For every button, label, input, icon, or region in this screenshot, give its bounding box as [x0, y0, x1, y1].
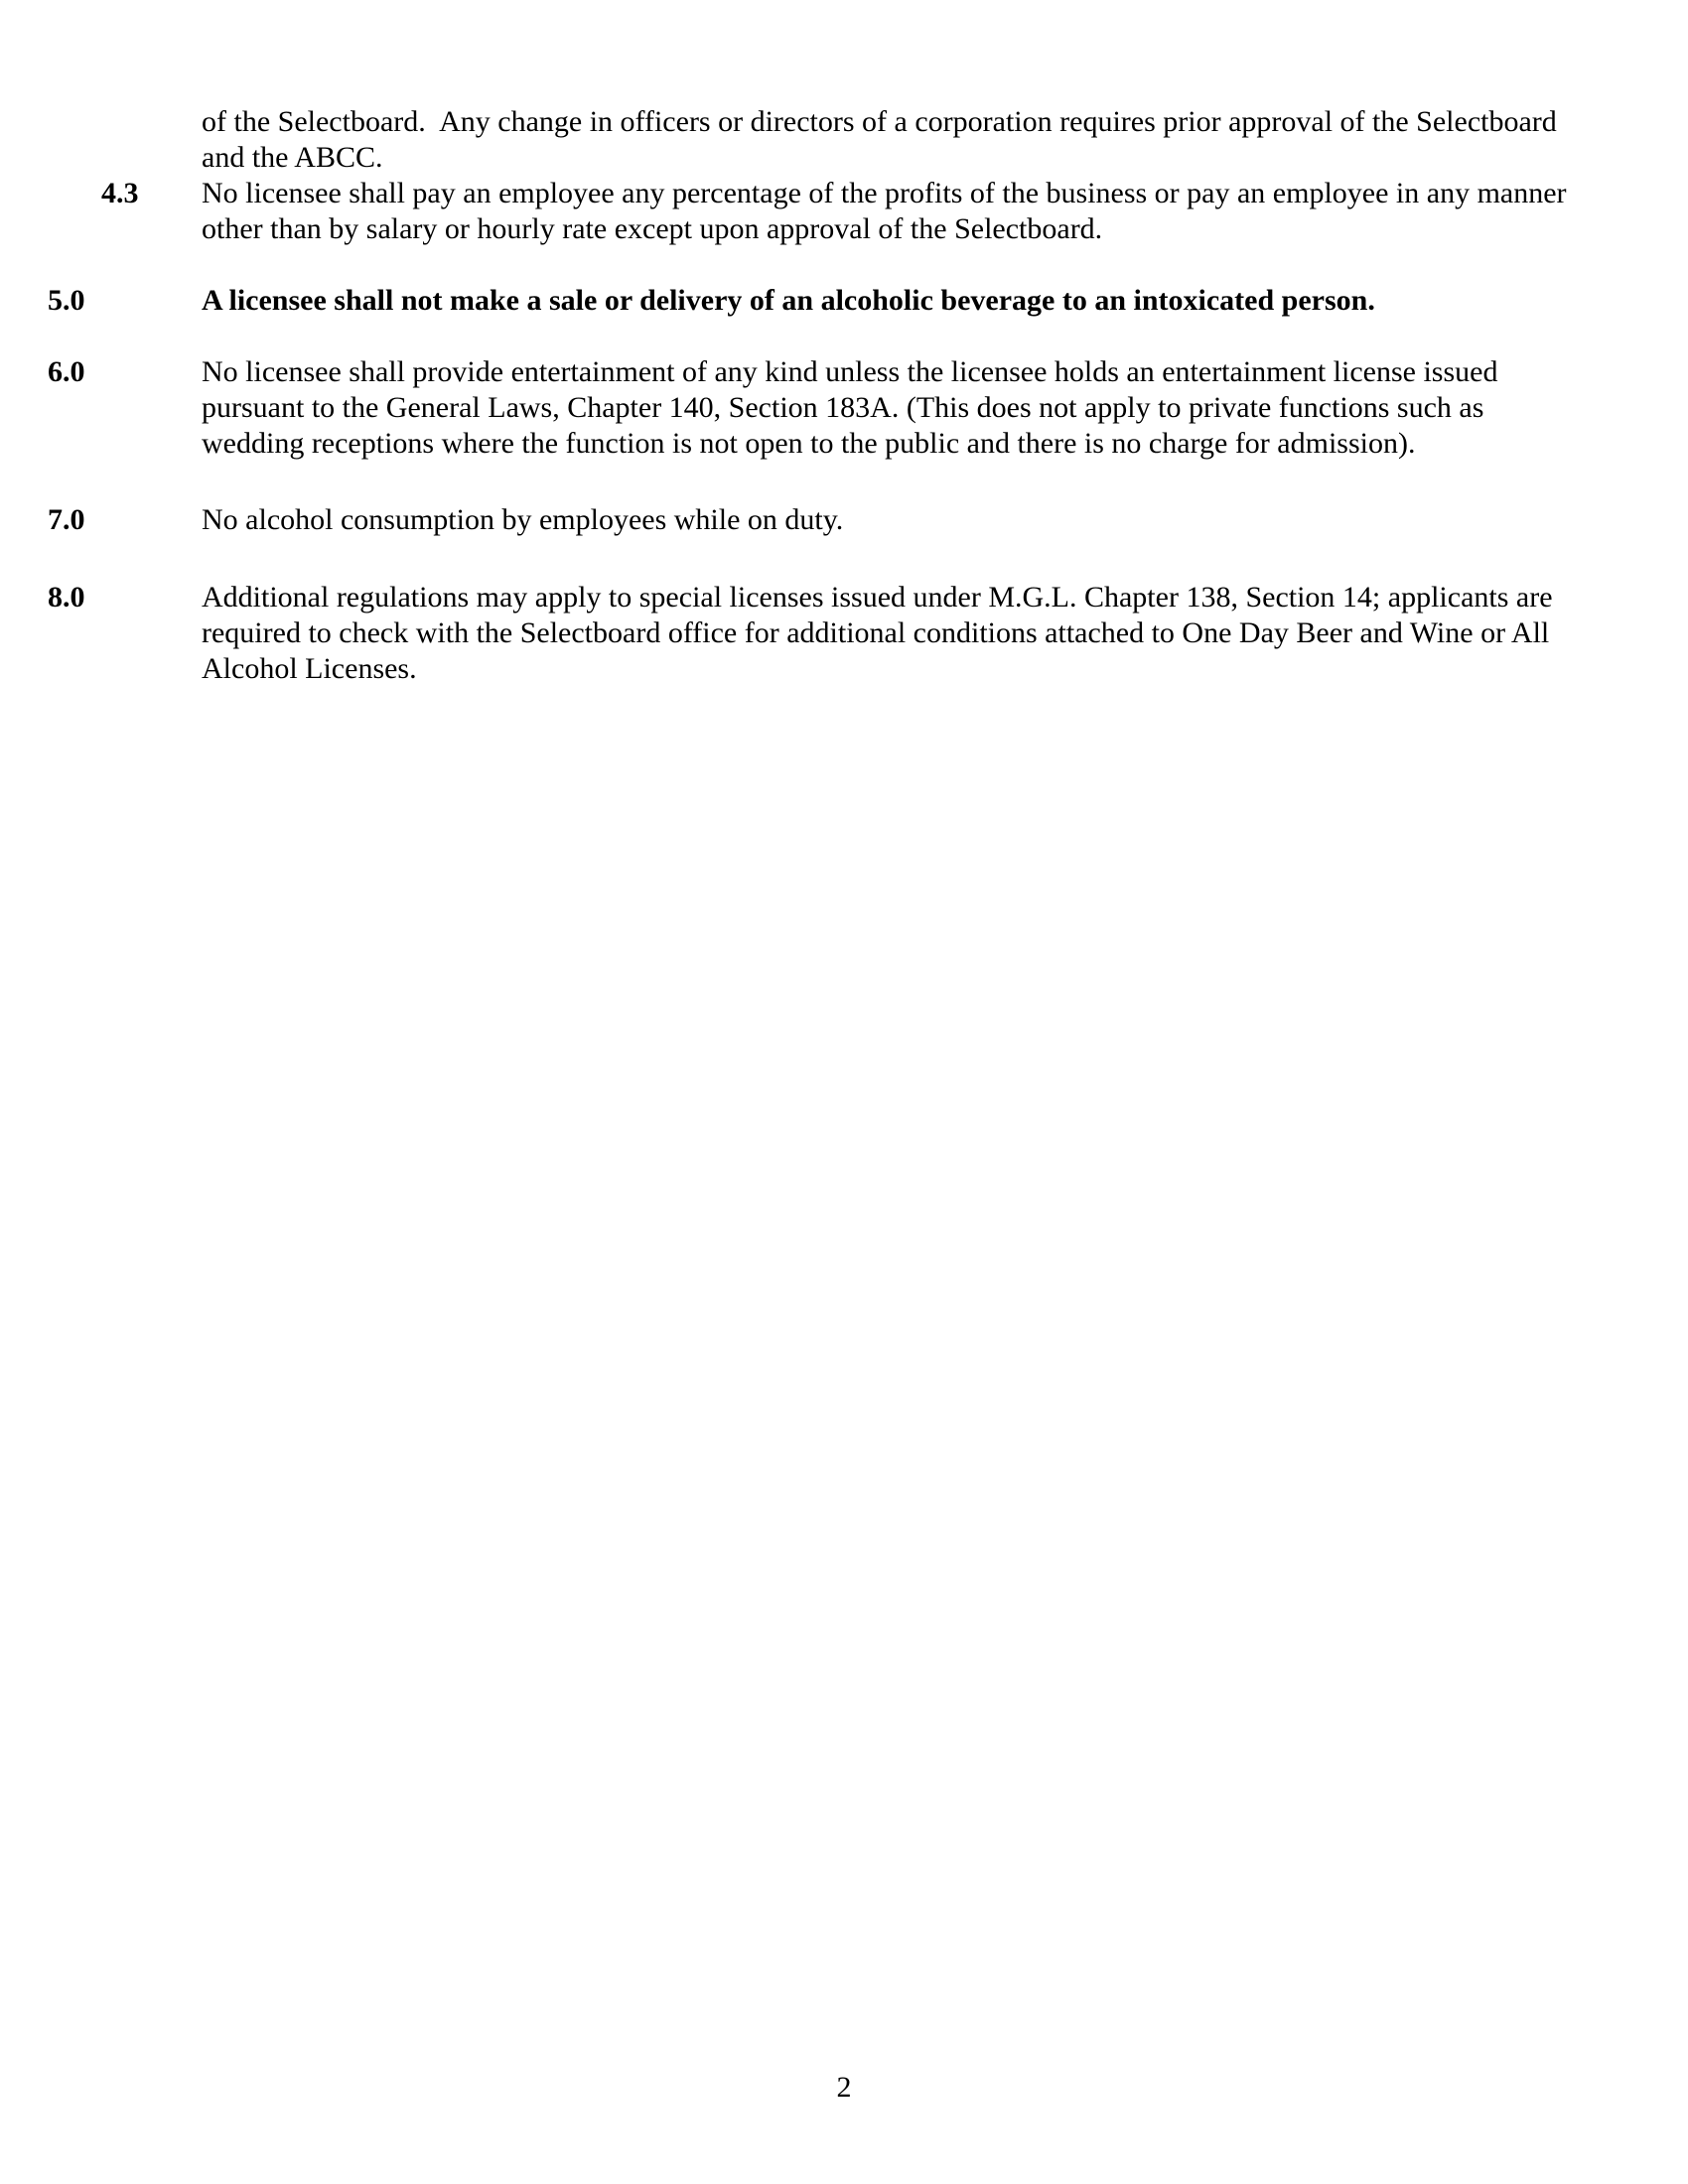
- item-text: of the Selectboard. Any change in officers or directors of a corporation requires prior approval of the Selectboard and the ABCC.: [202, 105, 1565, 174]
- regulation-item-6-0: [0, 354, 1688, 462]
- item-number: 8.0: [48, 581, 85, 614]
- item-text: No licensee shall pay an employee any percentage of the profits of the business or pay an employee in any manner other than by salary or hourly rate except upon approval of the Selectboard.: [202, 177, 1575, 245]
- regulation-item-7-0: [0, 502, 1688, 538]
- item-number: 5.0: [48, 284, 85, 317]
- item-text: A licensee shall not make a sale or delivery of an alcoholic beverage to an intoxicated person.: [202, 284, 1375, 317]
- regulation-item-4-2-continuation: [0, 104, 1688, 176]
- item-number: 7.0: [48, 503, 85, 536]
- page-number: 2: [836, 2071, 852, 2104]
- item-number: 6.0: [48, 355, 85, 388]
- regulation-item-5-0: [0, 283, 1688, 319]
- regulation-item-8-0: [0, 580, 1688, 687]
- regulation-item-4-3: [0, 176, 1688, 247]
- item-text: No licensee shall provide entertainment of any kind unless the licensee holds an entertainment license issued pursuant to the General Laws, Chapter 140, Section 183A. (This does not apply to private functions such as wedding receptions where the function is not open to the public and there is no charge for admission).: [202, 355, 1505, 460]
- item-number: 4.3: [101, 177, 139, 209]
- item-text: No alcohol consumption by employees while on duty.: [202, 503, 844, 536]
- item-text: Additional regulations may apply to special licenses issued under M.G.L. Chapter 138, Section 14; applicants are required to check with the Selectboard office for additional conditions attached to One Day Beer and Wine or All Alcohol Licenses.: [202, 581, 1561, 685]
